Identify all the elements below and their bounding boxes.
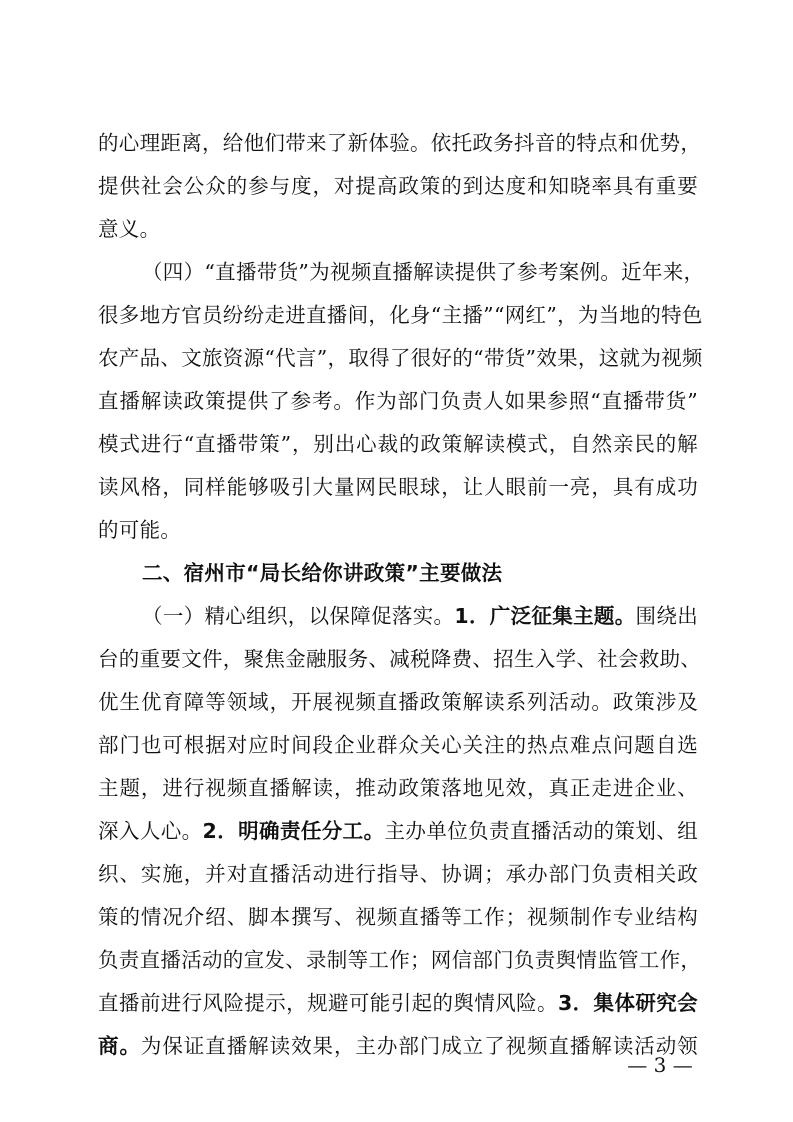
bold-subheading: 3．集体研究会: [557, 991, 698, 1015]
text-line: 读风格，同样能够吸引大量网民眼球，让人眼前一亮，具有成功: [98, 475, 698, 499]
text-line: 策的情况介绍、脚本撰写、视频直播等工作；视频制作专业结构: [98, 905, 698, 929]
text-line: 的心理距离，给他们带来了新体验。依托政务抖音的特点和优势，: [98, 131, 702, 155]
text-run: 围绕出: [635, 604, 698, 628]
text-line: 模式进行“直播带策”，别出心裁的政策解读模式，自然亲民的解: [98, 432, 698, 456]
text-line: 意义。: [98, 217, 161, 241]
text-line: 农产品、文旅资源“代言”，取得了很好的“带货”效果，这就为视频: [98, 346, 703, 370]
text-line: 负责直播活动的宣发、录制等工作；网信部门负责舆情监管工作，: [98, 948, 702, 972]
text-line: [98, 811, 698, 851]
text-line: 台的重要文件，聚焦金融服务、减税降费、招生入学、社会救助、: [98, 647, 702, 671]
text-run: 主办单位负责直播活动的策划、组: [384, 819, 699, 843]
text-run: 为保证直播解读效果，主办部门成立了视频直播解读活动领: [140, 1034, 698, 1058]
bold-subheading: 商。: [98, 1034, 141, 1058]
text-line: 的可能。: [98, 518, 182, 542]
text-line: [98, 1026, 698, 1066]
text-run: （一）精心组织，以保障促落实。: [142, 604, 455, 628]
text-run: 深入人心。: [98, 819, 203, 843]
text-line: 优生优育障等领域，开展视频直播政策解读系列活动。政策涉及: [98, 690, 698, 714]
text-line: 织、实施，并对直播活动进行指导、协调；承办部门负责相关政: [98, 862, 698, 886]
text-line: 直播解读政策提供了参考。作为部门负责人如果参照“直播带货”: [98, 389, 698, 413]
bold-subheading: 2．明确责任分工。: [202, 819, 385, 843]
text-line: 主题，进行视频直播解读，推动政策落地见效，真正走进企业、: [98, 776, 698, 800]
text-line: 提供社会公众的参与度，对提高政策的到达度和知晓率具有重要: [98, 174, 698, 198]
text-line: [98, 983, 698, 1023]
text-run: 直播前进行风险提示，规避可能引起的舆情风险。: [98, 991, 558, 1015]
bold-subheading: 1．广泛征集主题。: [454, 604, 636, 628]
text-line: 部门也可根据对应时间段企业群众关心关注的热点难点问题自选: [98, 733, 698, 757]
text-line: [142, 596, 698, 636]
text-line: （四）“直播带货”为视频直播解读提供了参考案例。近年来，: [142, 260, 705, 284]
section-heading: 二、宿州市“局长给你讲政策”主要做法: [142, 561, 503, 585]
text-line: 很多地方官员纷纷走进直播间，化身“主播”“网红”，为当地的特色: [98, 303, 703, 327]
page-number: — 3 —: [627, 1053, 693, 1077]
